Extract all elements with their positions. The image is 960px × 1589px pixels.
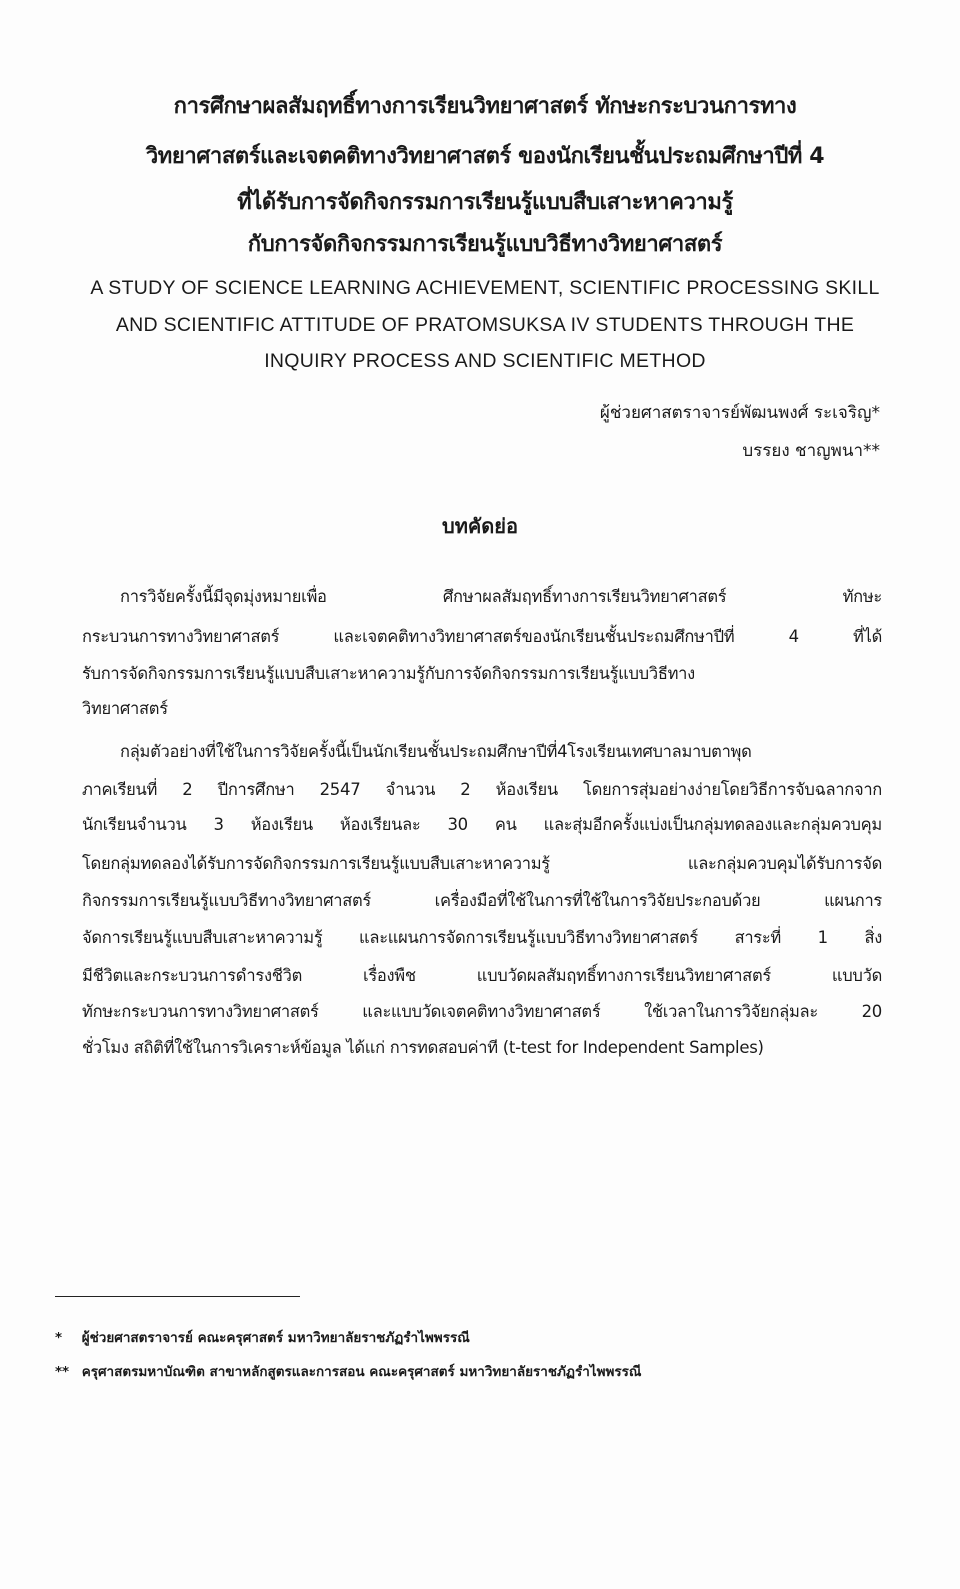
abstract-p2-line: ชั่วโมง สถิติที่ใช้ในการวิเคราะห์ข้อมูล ได้แก่ การทดสอบค่าที (t-test for Independent Samples) <box>82 1038 764 1057</box>
english-title-line-2: AND SCIENTIFIC ATTITUDE OF PRATOMSUKSA IV STUDENTS THROUGH THE <box>115 314 855 336</box>
footnote-2 <box>55 1360 641 1382</box>
abstract-p2-line: ภาคเรียนที่ 2 ปีการศึกษา 2547 จำนวน 2 ห้องเรียน โดยการสุ่มอย่างง่ายโดยวิธีการจับฉลากจาก <box>82 780 882 799</box>
abstract-p2-line: จัดการเรียนรู้แบบสืบเสาะหาความรู้ และแผนการจัดการเรียนรู้แบบวิธีทางวิทยาศาสตร์ สาระที่ 1 สิ่ง <box>82 928 882 947</box>
abstract-p1-line: กระบวนการทางวิทยาศาสตร์ และเจตคติทางวิทยาศาสตร์ของนักเรียนชั้นประถมศึกษาปีที่ 4 ที่ได้ <box>82 627 882 646</box>
footnote-mark: ** <box>55 1364 70 1380</box>
author-2: บรรยง ชาญพนา** <box>742 441 880 461</box>
footnote-1 <box>55 1326 470 1348</box>
abstract-p2-line: กิจกรรมการเรียนรู้แบบวิธีทางวิทยาศาสตร์ เครื่องมือที่ใช้ในการที่ใช้ในการวิจัยประกอบด้วย แผนการ <box>82 891 882 910</box>
abstract-p1-line: การวิจัยครั้งนี้มีจุดมุ่งหมายเพื่อ ศึกษาผลสัมฤทธิ์ทางการเรียนวิทยาศาสตร์ ทักษะ <box>120 587 882 606</box>
thai-title-line-2: วิทยาศาสตร์และเจตคติทางวิทยาศาสตร์ ของนักเรียนชั้นประถมศึกษาปีที่ 4 <box>145 144 825 169</box>
abstract-heading: บทคัดย่อ <box>442 514 518 538</box>
thai-title-line-3: ที่ได้รับการจัดกิจกรรมการเรียนรู้แบบสืบเสาะหาความรู้ <box>237 190 733 215</box>
footnote-text: ผู้ช่วยศาสตราจารย์ คณะครุศาสตร์ มหาวิทยาลัยราชภัฏรำไพพรรณี <box>81 1330 470 1346</box>
abstract-p2-line: กลุ่มตัวอย่างที่ใช้ในการวิจัยครั้งนี้เป็นนักเรียนชั้นประถมศึกษาปีที่4โรงเรียนเทศบาลมาบตาพุด <box>120 742 752 761</box>
footnote-text: ครุศาสตรมหาบัณฑิต สาขาหลักสูตรและการสอน คณะครุศาสตร์ มหาวิทยาลัยราชภัฏรำไพพรรณี <box>81 1364 642 1380</box>
english-title-line-1: A STUDY OF SCIENCE LEARNING ACHIEVEMENT, SCIENTIFIC PROCESSING SKILL <box>90 277 880 299</box>
english-title-line-3: INQUIRY PROCESS AND SCIENTIFIC METHOD <box>264 350 706 372</box>
abstract-p1-line: รับการจัดกิจกรรมการเรียนรู้แบบสืบเสาะหาความรู้กับการจัดกิจกรรมการเรียนรู้แบบวิธีทาง <box>82 664 695 683</box>
abstract-p2-line: นักเรียนจำนวน 3 ห้องเรียน ห้องเรียนละ 30 คน และสุ่มอีกครั้งแบ่งเป็นกลุ่มทดลองและกลุ่มควบคุม <box>82 815 882 834</box>
abstract-p2-line: โดยกลุ่มทดลองได้รับการจัดกิจกรรมการเรียนรู้แบบสืบเสาะหาความรู้ และกลุ่มควบคุมได้รับการจัด <box>82 854 882 873</box>
footnote-divider <box>55 1296 300 1297</box>
author-1: ผู้ช่วยศาสตราจารย์พัฒนพงศ์ ระเจริญ* <box>599 403 880 423</box>
abstract-p2-line: ทักษะกระบวนการทางวิทยาศาสตร์ และแบบวัดเจตคติทางวิทยาศาสตร์ ใช้เวลาในการวิจัยกลุ่มละ 20 <box>82 1002 882 1021</box>
thai-title-line-1: การศึกษาผลสัมฤทธิ์ทางการเรียนวิทยาศาสตร์ ทักษะกระบวนการทาง <box>173 94 797 119</box>
thai-title-line-4: กับการจัดกิจกรรมการเรียนรู้แบบวิธีทางวิทยาศาสตร์ <box>247 232 723 257</box>
abstract-p1-line: วิทยาศาสตร์ <box>82 699 168 718</box>
footnote-mark: * <box>55 1330 63 1346</box>
abstract-p2-line: มีชีวิตและกระบวนการดำรงชีวิต เรื่องพืช แบบวัดผลสัมฤทธิ์ทางการเรียนวิทยาศาสตร์ แบบวัด <box>82 966 882 985</box>
